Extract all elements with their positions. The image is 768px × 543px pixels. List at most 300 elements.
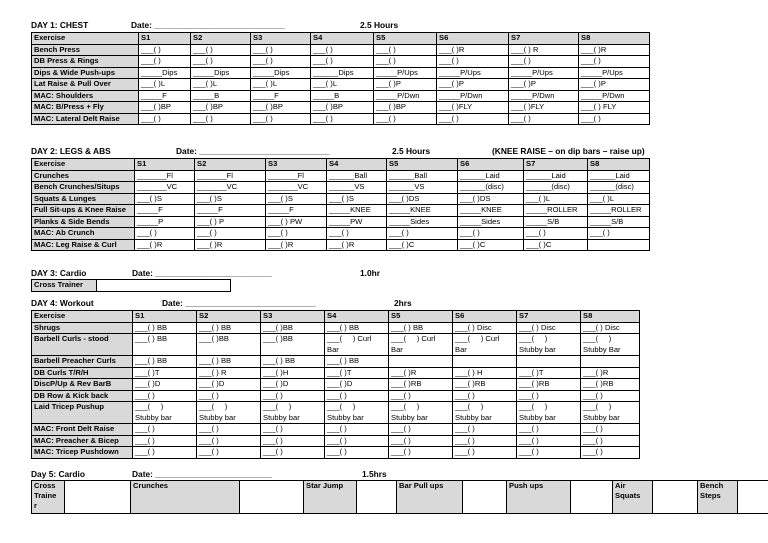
set-entry-cell[interactable]: ___( ) BB xyxy=(325,356,389,368)
set-entry-cell[interactable]: ______Laid xyxy=(588,170,650,182)
set-entry-cell[interactable]: ___( )D xyxy=(325,379,389,391)
set-entry-cell[interactable]: ___( )D xyxy=(197,379,261,391)
set-entry-cell[interactable]: ___( ) Stubby bar xyxy=(261,402,325,424)
set-entry-cell[interactable]: _____P/Ups xyxy=(579,67,650,79)
set-entry-cell[interactable]: ___( )T xyxy=(325,367,389,379)
set-entry-cell[interactable]: ___( ) xyxy=(437,113,509,125)
set-entry-cell[interactable]: ___( ) xyxy=(325,390,389,402)
set-entry-cell[interactable]: ______(disc) xyxy=(458,182,524,194)
day3-date[interactable]: Date: _________________________ xyxy=(132,268,272,278)
set-entry-cell[interactable]: ___( )L xyxy=(251,79,311,91)
set-entry-cell[interactable]: _____P/Ups xyxy=(437,67,509,79)
column-header-exercise: Exercise xyxy=(32,33,139,45)
set-entry-cell[interactable]: ___( ) xyxy=(588,228,650,240)
set-entry-cell[interactable]: ___( ) xyxy=(389,435,453,447)
set-entry-cell[interactable]: ___( ) xyxy=(581,447,640,459)
set-entry-cell[interactable]: ___( )R xyxy=(266,239,327,251)
day2-duration: 2.5 Hours xyxy=(392,146,431,156)
set-entry-cell[interactable]: ___( ) xyxy=(139,113,191,125)
set-entry-cell[interactable]: ___( )S xyxy=(266,193,327,205)
set-entry-cell[interactable]: ___( )S xyxy=(135,193,195,205)
day5-table xyxy=(31,480,768,514)
set-entry-cell[interactable]: _____P xyxy=(135,216,195,228)
set-entry-cell[interactable]: ___( ) xyxy=(517,424,581,436)
set-entry-cell[interactable]: ___( )L xyxy=(191,79,251,91)
set-entry-cell[interactable]: ___( )R xyxy=(327,239,387,251)
day3-entry-cell[interactable] xyxy=(97,280,231,292)
set-entry-cell[interactable]: ______Laid xyxy=(524,170,588,182)
exercise-name: Squats & Lunges xyxy=(32,193,135,205)
set-entry-cell[interactable] xyxy=(389,356,453,368)
set-entry-cell[interactable]: ___( ) xyxy=(139,44,191,56)
set-entry-cell[interactable]: ___( ) xyxy=(197,435,261,447)
set-entry-cell[interactable]: ___( ) xyxy=(191,113,251,125)
set-entry-cell[interactable]: _____F xyxy=(195,205,266,217)
set-entry-cell[interactable]: _______Fl xyxy=(266,170,327,182)
set-entry-cell[interactable]: ___( )P xyxy=(509,79,579,91)
set-entry-cell[interactable]: ___( ) xyxy=(389,447,453,459)
set-entry-cell[interactable]: ______Laid xyxy=(458,170,524,182)
day4-header-row xyxy=(32,311,640,323)
day4-table xyxy=(31,310,640,459)
column-header-set-8: S8 xyxy=(579,33,650,45)
set-entry-cell[interactable]: ___( ) Stubby bar xyxy=(325,402,389,424)
set-entry-cell[interactable]: ___( )BP xyxy=(311,102,374,114)
table-row xyxy=(32,379,640,391)
exercise-name: Full Sit-ups & Knee Raise xyxy=(32,205,135,217)
column-header-exercise: Exercise xyxy=(32,159,135,171)
set-entry-cell[interactable]: ___( ) xyxy=(325,447,389,459)
set-entry-cell[interactable]: ___( )L xyxy=(524,193,588,205)
set-entry-cell[interactable] xyxy=(581,356,640,368)
set-entry-cell[interactable]: ___( ) Curl Bar xyxy=(389,334,453,356)
set-entry-cell[interactable]: ___( ) xyxy=(327,228,387,240)
set-entry-cell[interactable]: _____PW xyxy=(327,216,387,228)
set-entry-cell[interactable]: ___( ) xyxy=(524,228,588,240)
day1-title: DAY 1: CHEST xyxy=(31,20,89,30)
set-entry-cell[interactable]: ___( ) Disc xyxy=(453,322,517,334)
exercise-name: DiscP/Up & Rev BarB xyxy=(32,379,133,391)
set-entry-cell[interactable]: ___( ) xyxy=(458,228,524,240)
column-header-set-7: S7 xyxy=(509,33,579,45)
set-entry-cell[interactable]: ___( )D xyxy=(133,379,197,391)
exercise-name: MAC: B/Press + Fly xyxy=(32,102,139,114)
set-entry-cell[interactable]: ___( )BP xyxy=(251,102,311,114)
set-entry-cell[interactable]: ___( ) xyxy=(389,424,453,436)
set-entry-cell[interactable]: ___( ) PW xyxy=(266,216,327,228)
column-header-set-8: S8 xyxy=(588,159,650,171)
set-entry-cell[interactable]: _____Sides xyxy=(458,216,524,228)
exercise-name: MAC: Shoulders xyxy=(32,90,139,102)
set-entry-cell[interactable]: ___( ) Stubby bar xyxy=(581,402,640,424)
cardio-entry-cell[interactable] xyxy=(653,481,698,514)
day4-header xyxy=(31,298,731,310)
column-header-set-1: S1 xyxy=(139,33,191,45)
table-row xyxy=(32,447,640,459)
set-entry-cell[interactable]: ___( )FLY xyxy=(509,102,579,114)
cardio-entry-cell[interactable] xyxy=(65,481,131,514)
set-entry-cell[interactable]: _______Fl xyxy=(135,170,195,182)
column-header-set-3: S3 xyxy=(266,159,327,171)
column-header-set-1: S1 xyxy=(135,159,195,171)
set-entry-cell[interactable]: ___( ) xyxy=(133,390,197,402)
set-entry-cell[interactable]: ___( )S xyxy=(327,193,387,205)
set-entry-cell[interactable]: _______VC xyxy=(135,182,195,194)
exercise-name: Lat Raise & Pull Over xyxy=(32,79,139,91)
set-entry-cell[interactable]: ___( ) Disc xyxy=(517,322,581,334)
set-entry-cell[interactable]: ___( )R xyxy=(581,367,640,379)
set-entry-cell[interactable]: ___( ) FLY xyxy=(579,102,650,114)
set-entry-cell[interactable]: ___( ) Curl Bar xyxy=(325,334,389,356)
cardio-exercise-label: Air Squats xyxy=(613,481,653,514)
set-entry-cell[interactable]: ______VS xyxy=(327,182,387,194)
cardio-exercise-label: Crunches xyxy=(131,481,240,514)
day2-date[interactable]: Date: ____________________________ xyxy=(176,146,330,156)
set-entry-cell[interactable]: ______(disc) xyxy=(588,182,650,194)
set-entry-cell[interactable]: _____KNEE xyxy=(458,205,524,217)
day3-duration: 1.0hr xyxy=(360,268,381,278)
set-entry-cell[interactable] xyxy=(517,356,581,368)
day1-date[interactable]: Date: ____________________________ xyxy=(131,20,285,30)
table-row xyxy=(32,44,650,56)
set-entry-cell[interactable]: ___( ) xyxy=(453,447,517,459)
set-entry-cell[interactable]: ___( )P xyxy=(579,79,650,91)
set-entry-cell[interactable]: _____F xyxy=(266,205,327,217)
set-entry-cell[interactable]: ___( ) BB xyxy=(325,322,389,334)
exercise-name: Planks & Side Bends xyxy=(32,216,135,228)
day2-header-row xyxy=(32,159,650,171)
day2-table xyxy=(31,158,650,251)
set-entry-cell[interactable]: ___( ) xyxy=(261,390,325,402)
table-row xyxy=(32,90,650,102)
set-entry-cell[interactable]: ___( ) xyxy=(374,56,437,68)
exercise-name: Bench Press xyxy=(32,44,139,56)
set-entry-cell[interactable]: ___( )C xyxy=(458,239,524,251)
set-entry-cell[interactable]: ___( )T xyxy=(517,367,581,379)
set-entry-cell[interactable]: _____ROLLER xyxy=(524,205,588,217)
set-entry-cell[interactable]: ___( ) xyxy=(581,390,640,402)
exercise-name: Barbell Curls - stood xyxy=(32,334,133,356)
set-entry-cell[interactable]: ___( )L xyxy=(139,79,191,91)
set-entry-cell[interactable]: ___( ) Stubby bar xyxy=(197,402,261,424)
column-header-set-4: S4 xyxy=(311,33,374,45)
set-entry-cell[interactable]: ___( ) xyxy=(191,56,251,68)
set-entry-cell[interactable]: ______Ball xyxy=(387,170,458,182)
set-entry-cell[interactable]: ___( ) xyxy=(135,228,195,240)
set-entry-cell[interactable]: ___( ) BB xyxy=(133,334,197,356)
day5-row xyxy=(32,481,768,514)
day1-header-row xyxy=(32,33,650,45)
set-entry-cell[interactable]: ___( ) xyxy=(195,228,266,240)
set-entry-cell[interactable]: ___( ) xyxy=(579,113,650,125)
set-entry-cell[interactable]: ___( ) xyxy=(139,56,191,68)
set-entry-cell[interactable]: ___( )DS xyxy=(387,193,458,205)
set-entry-cell[interactable]: ___( ) Stubby Bar xyxy=(581,334,640,356)
set-entry-cell[interactable]: ___( ) R xyxy=(509,44,579,56)
exercise-name: MAC: Leg Raise & Curl xyxy=(32,239,135,251)
day2-note: (KNEE RAISE – on dip bars – raise up) xyxy=(492,146,645,156)
day2-title: DAY 2: LEGS & ABS xyxy=(31,146,111,156)
table-row xyxy=(32,239,650,251)
set-entry-cell[interactable]: ___( ) Stubby bar xyxy=(517,334,581,356)
set-entry-cell[interactable]: ___( ) xyxy=(266,228,327,240)
column-header-set-6: S6 xyxy=(437,33,509,45)
set-entry-cell[interactable]: ___( ) xyxy=(581,424,640,436)
set-entry-cell[interactable]: ___( ) xyxy=(453,390,517,402)
set-entry-cell[interactable]: ___( ) Curl Bar xyxy=(453,334,517,356)
set-entry-cell[interactable]: ___( ) xyxy=(374,44,437,56)
set-entry-cell[interactable]: ___( ) xyxy=(197,447,261,459)
table-row xyxy=(32,113,650,125)
set-entry-cell[interactable]: ___( )FLY xyxy=(437,102,509,114)
set-entry-cell[interactable]: ___( ) xyxy=(509,113,579,125)
exercise-name: DB Curls T/R/H xyxy=(32,367,133,379)
day5-title: Day 5: Cardio xyxy=(31,469,85,479)
set-entry-cell[interactable]: ___( )L xyxy=(311,79,374,91)
set-entry-cell[interactable]: ___( )RB xyxy=(517,379,581,391)
set-entry-cell[interactable]: ___( ) xyxy=(311,113,374,125)
table-row xyxy=(32,356,640,368)
set-entry-cell[interactable]: _____F xyxy=(251,90,311,102)
set-entry-cell[interactable]: _____ROLLER xyxy=(588,205,650,217)
cardio-entry-cell[interactable] xyxy=(738,481,768,514)
column-header-set-2: S2 xyxy=(191,33,251,45)
set-entry-cell[interactable]: _____B xyxy=(191,90,251,102)
set-entry-cell[interactable]: ___( )BB xyxy=(261,334,325,356)
set-entry-cell[interactable]: ___( )R xyxy=(579,44,650,56)
set-entry-cell[interactable]: _____KNEE xyxy=(327,205,387,217)
set-entry-cell[interactable]: ___( )DS xyxy=(458,193,524,205)
set-entry-cell[interactable]: ___( ) xyxy=(581,435,640,447)
set-entry-cell[interactable]: ___( ) xyxy=(437,56,509,68)
set-entry-cell[interactable]: _______Fl xyxy=(195,170,266,182)
set-entry-cell[interactable]: ___( ) xyxy=(374,113,437,125)
set-entry-cell[interactable]: ___( ) BB xyxy=(133,356,197,368)
table-row xyxy=(32,193,650,205)
day4-duration: 2hrs xyxy=(394,298,412,308)
column-header-set-3: S3 xyxy=(251,33,311,45)
set-entry-cell[interactable]: ___( ) Stubby bar xyxy=(133,402,197,424)
set-entry-cell[interactable]: ___( ) xyxy=(251,44,311,56)
set-entry-cell[interactable]: _____F xyxy=(135,205,195,217)
table-row xyxy=(32,170,650,182)
set-entry-cell[interactable]: ___( ) xyxy=(325,424,389,436)
set-entry-cell[interactable]: _____P/Dwn xyxy=(509,90,579,102)
cardio-exercise-label: Star Jump xyxy=(304,481,357,514)
set-entry-cell[interactable]: ___( )H xyxy=(261,367,325,379)
column-header-set-5: S5 xyxy=(387,159,458,171)
exercise-name: Dips & Wide Push-ups xyxy=(32,67,139,79)
cardio-exercise-label: Cross Traine r xyxy=(32,481,65,514)
column-header-set-1: S1 xyxy=(133,311,197,323)
set-entry-cell[interactable]: ___( )P xyxy=(437,79,509,91)
set-entry-cell[interactable] xyxy=(588,239,650,251)
cardio-entry-cell[interactable] xyxy=(357,481,397,514)
set-entry-cell[interactable]: ___( )R xyxy=(437,44,509,56)
day5-duration: 1.5hrs xyxy=(362,469,387,479)
set-entry-cell[interactable]: ___( )BB xyxy=(197,334,261,356)
set-entry-cell[interactable]: ___( )S xyxy=(195,193,266,205)
set-entry-cell[interactable]: ___( ) xyxy=(389,390,453,402)
day4-date[interactable]: Date: ____________________________ xyxy=(162,298,316,308)
set-entry-cell[interactable]: ___( ) xyxy=(453,424,517,436)
set-entry-cell[interactable]: ___( ) xyxy=(579,56,650,68)
set-entry-cell[interactable]: _____Dips xyxy=(251,67,311,79)
set-entry-cell[interactable]: ___( ) xyxy=(387,228,458,240)
set-entry-cell[interactable]: ___( ) BB xyxy=(261,356,325,368)
set-entry-cell[interactable]: _______VC xyxy=(266,182,327,194)
set-entry-cell[interactable]: ___( )BP xyxy=(374,102,437,114)
exercise-name: Laid Tricep Pushup xyxy=(32,402,133,424)
set-entry-cell[interactable]: ___( )BP xyxy=(191,102,251,114)
set-entry-cell[interactable]: ___( ) Disc xyxy=(581,322,640,334)
set-entry-cell[interactable]: ___( )R xyxy=(389,367,453,379)
set-entry-cell[interactable]: ___( ) xyxy=(261,424,325,436)
exercise-name: MAC: Tricep Pushdown xyxy=(32,447,133,459)
set-entry-cell[interactable]: _____Dips xyxy=(191,67,251,79)
column-header-set-2: S2 xyxy=(197,311,261,323)
column-header-set-4: S4 xyxy=(325,311,389,323)
set-entry-cell[interactable]: _____P/Dwn xyxy=(579,90,650,102)
table-row xyxy=(32,367,640,379)
set-entry-cell[interactable] xyxy=(453,356,517,368)
set-entry-cell[interactable]: ___( )C xyxy=(524,239,588,251)
set-entry-cell[interactable]: _____P/Dwn xyxy=(437,90,509,102)
set-entry-cell[interactable]: ___( ) xyxy=(517,447,581,459)
set-entry-cell[interactable]: ___( ) xyxy=(197,390,261,402)
table-row xyxy=(32,424,640,436)
exercise-name: MAC: Ab Crunch xyxy=(32,228,135,240)
column-header-set-7: S7 xyxy=(524,159,588,171)
set-entry-cell[interactable]: _____F xyxy=(139,90,191,102)
column-header-set-6: S6 xyxy=(453,311,517,323)
set-entry-cell[interactable]: ___( ) xyxy=(133,447,197,459)
set-entry-cell[interactable]: ___( ) xyxy=(191,44,251,56)
set-entry-cell[interactable]: _____KNEE xyxy=(387,205,458,217)
set-entry-cell[interactable]: ___( )BP xyxy=(139,102,191,114)
set-entry-cell[interactable]: ___( ) xyxy=(509,56,579,68)
table-row xyxy=(32,435,640,447)
day5-date[interactable]: Date: _________________________ xyxy=(132,469,272,479)
day3-table xyxy=(31,279,231,292)
set-entry-cell[interactable]: ___( )D xyxy=(261,379,325,391)
set-entry-cell[interactable]: ___( )P xyxy=(374,79,437,91)
set-entry-cell[interactable]: _______VC xyxy=(195,182,266,194)
cardio-entry-cell[interactable] xyxy=(571,481,613,514)
exercise-name: MAC: Front Delt Raise xyxy=(32,424,133,436)
day1-table xyxy=(31,32,650,125)
exercise-name: MAC: Preacher & Bicep xyxy=(32,435,133,447)
set-entry-cell[interactable]: ______(disc) xyxy=(524,182,588,194)
set-entry-cell[interactable]: ___( ) xyxy=(251,113,311,125)
cardio-entry-cell[interactable] xyxy=(240,481,304,514)
day3-title: DAY 3: Cardio xyxy=(31,268,87,278)
set-entry-cell[interactable]: ___( )RB xyxy=(389,379,453,391)
table-row xyxy=(32,228,650,240)
table-row xyxy=(32,334,640,356)
set-entry-cell[interactable]: ___( ) xyxy=(453,435,517,447)
set-entry-cell[interactable]: ______Ball xyxy=(327,170,387,182)
table-row xyxy=(32,102,650,114)
set-entry-cell[interactable]: ______Dips xyxy=(311,67,374,79)
exercise-name: MAC: Lateral Delt Raise xyxy=(32,113,139,125)
column-header-set-3: S3 xyxy=(261,311,325,323)
set-entry-cell[interactable]: ___( ) xyxy=(517,435,581,447)
set-entry-cell[interactable]: ___( ) BB xyxy=(133,322,197,334)
set-entry-cell[interactable]: _____P/Dwn xyxy=(374,90,437,102)
day1-duration: 2.5 Hours xyxy=(360,20,399,30)
set-entry-cell[interactable]: ___( )L xyxy=(588,193,650,205)
set-entry-cell[interactable]: ___( )T xyxy=(133,367,197,379)
exercise-name: DB Row & Kick back xyxy=(32,390,133,402)
day2-header xyxy=(31,146,731,158)
column-header-set-4: S4 xyxy=(327,159,387,171)
set-entry-cell[interactable]: ___( ) BB xyxy=(197,322,261,334)
set-entry-cell[interactable]: ___( ) xyxy=(517,390,581,402)
set-entry-cell[interactable]: ______VS xyxy=(387,182,458,194)
table-row xyxy=(32,182,650,194)
table-row xyxy=(32,79,650,91)
set-entry-cell[interactable]: ___( )R xyxy=(195,239,266,251)
exercise-name: Shrugs xyxy=(32,322,133,334)
day3-row-label: Cross Trainer xyxy=(32,280,97,292)
set-entry-cell[interactable]: ___( )C xyxy=(387,239,458,251)
set-entry-cell[interactable]: ___( ) BB xyxy=(197,356,261,368)
set-entry-cell[interactable]: ___( ) R xyxy=(197,367,261,379)
column-header-exercise: Exercise xyxy=(32,311,133,323)
table-row xyxy=(32,216,650,228)
column-header-set-5: S5 xyxy=(389,311,453,323)
day4-title: DAY 4: Workout xyxy=(31,298,94,308)
set-entry-cell[interactable]: ___( ) xyxy=(251,56,311,68)
cardio-exercise-label: Bar Pull ups xyxy=(397,481,463,514)
set-entry-cell[interactable]: _____S/B xyxy=(588,216,650,228)
set-entry-cell[interactable]: ___( ) xyxy=(261,447,325,459)
set-entry-cell[interactable]: ___( )BB xyxy=(261,322,325,334)
set-entry-cell[interactable]: ___( ) Stubby bar xyxy=(517,402,581,424)
set-entry-cell[interactable]: ___( ) xyxy=(197,424,261,436)
set-entry-cell[interactable]: _____P/Ups xyxy=(509,67,579,79)
set-entry-cell[interactable]: ___( )RB xyxy=(581,379,640,391)
exercise-name: Crunches xyxy=(32,170,135,182)
table-row xyxy=(32,67,650,79)
cardio-exercise-label: Push ups xyxy=(507,481,571,514)
set-entry-cell[interactable]: ___( )R xyxy=(135,239,195,251)
exercise-name: DB Press & Rings xyxy=(32,56,139,68)
set-entry-cell[interactable]: ___( ) xyxy=(325,435,389,447)
set-entry-cell[interactable]: ___( ) xyxy=(311,44,374,56)
set-entry-cell[interactable]: ___( ) Stubby bar xyxy=(453,402,517,424)
set-entry-cell[interactable]: ___( ) Stubby bar xyxy=(389,402,453,424)
set-entry-cell[interactable]: _____Dips xyxy=(139,67,191,79)
set-entry-cell[interactable]: _____P/Ups xyxy=(374,67,437,79)
cardio-entry-cell[interactable] xyxy=(463,481,507,514)
set-entry-cell[interactable]: ___( )RB xyxy=(453,379,517,391)
set-entry-cell[interactable]: ___( ) xyxy=(133,424,197,436)
set-entry-cell[interactable]: ___( ) xyxy=(133,435,197,447)
set-entry-cell[interactable]: ___( ) xyxy=(311,56,374,68)
set-entry-cell[interactable]: _____B xyxy=(311,90,374,102)
set-entry-cell[interactable]: ___( ) P xyxy=(195,216,266,228)
set-entry-cell[interactable]: _____Sides xyxy=(387,216,458,228)
set-entry-cell[interactable]: _____S/B xyxy=(524,216,588,228)
table-row xyxy=(32,56,650,68)
set-entry-cell[interactable]: ___( ) BB xyxy=(389,322,453,334)
table-row xyxy=(32,390,640,402)
set-entry-cell[interactable]: ___( ) xyxy=(261,435,325,447)
column-header-set-5: S5 xyxy=(374,33,437,45)
set-entry-cell[interactable]: ___( ) H xyxy=(453,367,517,379)
